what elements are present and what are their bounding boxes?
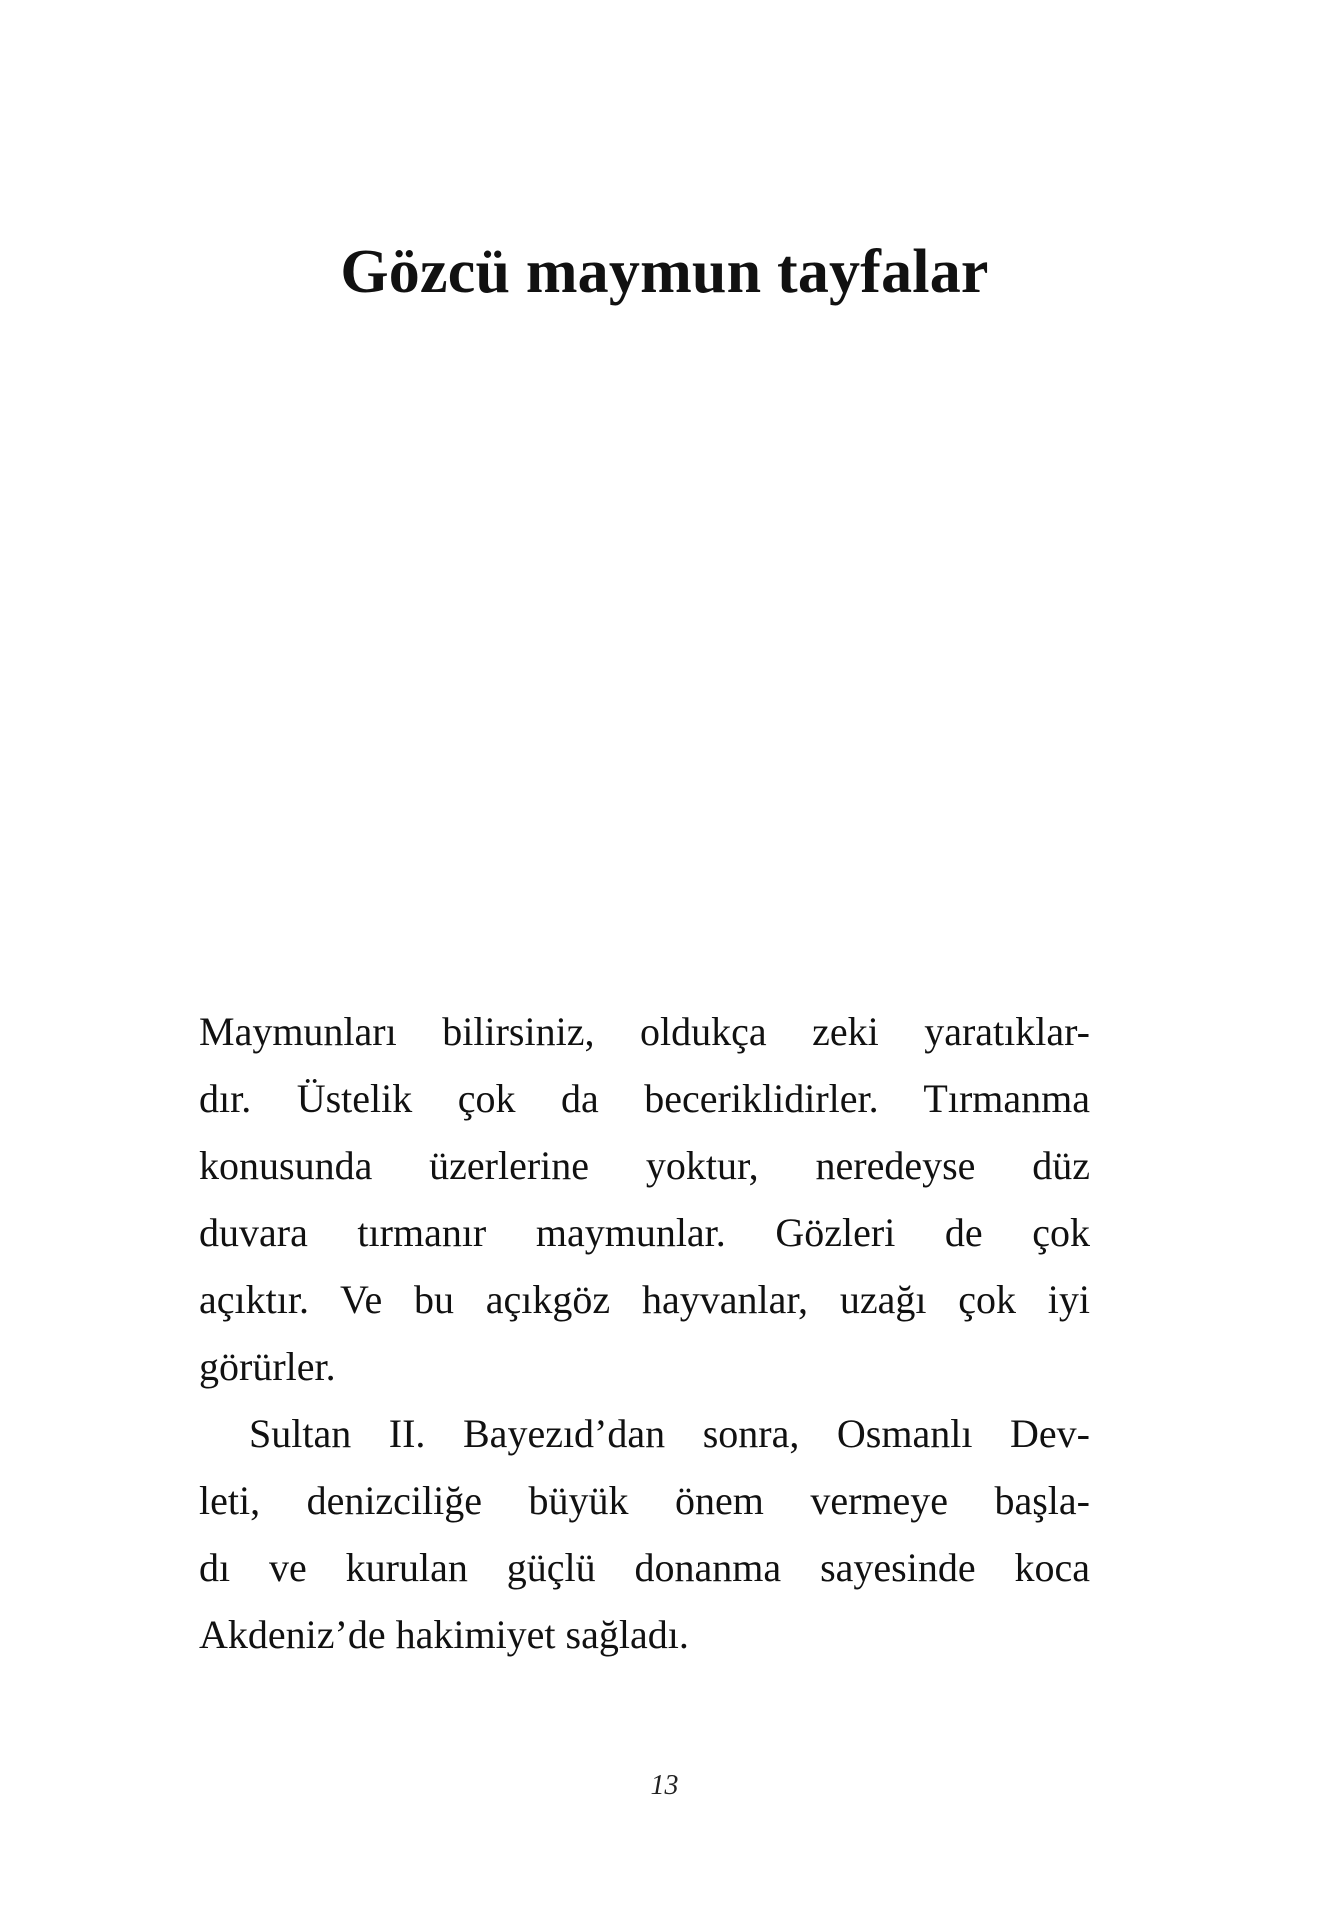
text-line: leti, denizciliğe büyük önem vermeye başla- xyxy=(199,1478,1090,1523)
chapter-body xyxy=(199,998,1090,1668)
paragraph-1 xyxy=(199,998,1090,1400)
text-line: Sultan II. Bayezıd’dan sonra, Osmanlı Dev- xyxy=(249,1411,1090,1456)
page-number: 13 xyxy=(650,1770,679,1801)
text-line: Maymunları bilirsiniz, oldukça zeki yaratıklar- xyxy=(199,1009,1090,1054)
text-line: açıktır. Ve bu açıkgöz hayvanlar, uzağı çok iyi xyxy=(199,1277,1090,1322)
chapter-title: Gözcü maymun tayfalar xyxy=(340,238,989,306)
text-line: Akdeniz’de hakimiyet sağladı. xyxy=(199,1612,689,1657)
text-line: duvara tırmanır maymunlar. Gözleri de çok xyxy=(199,1210,1090,1255)
paragraph-2 xyxy=(199,1400,1090,1668)
text-line: konusunda üzerlerine yoktur, neredeyse düz xyxy=(199,1143,1090,1188)
text-line: dı ve kurulan güçlü donanma sayesinde koca xyxy=(199,1545,1090,1590)
text-line: dır. Üstelik çok da beceriklidirler. Tırmanma xyxy=(199,1076,1090,1121)
text-line: görürler. xyxy=(199,1344,336,1389)
